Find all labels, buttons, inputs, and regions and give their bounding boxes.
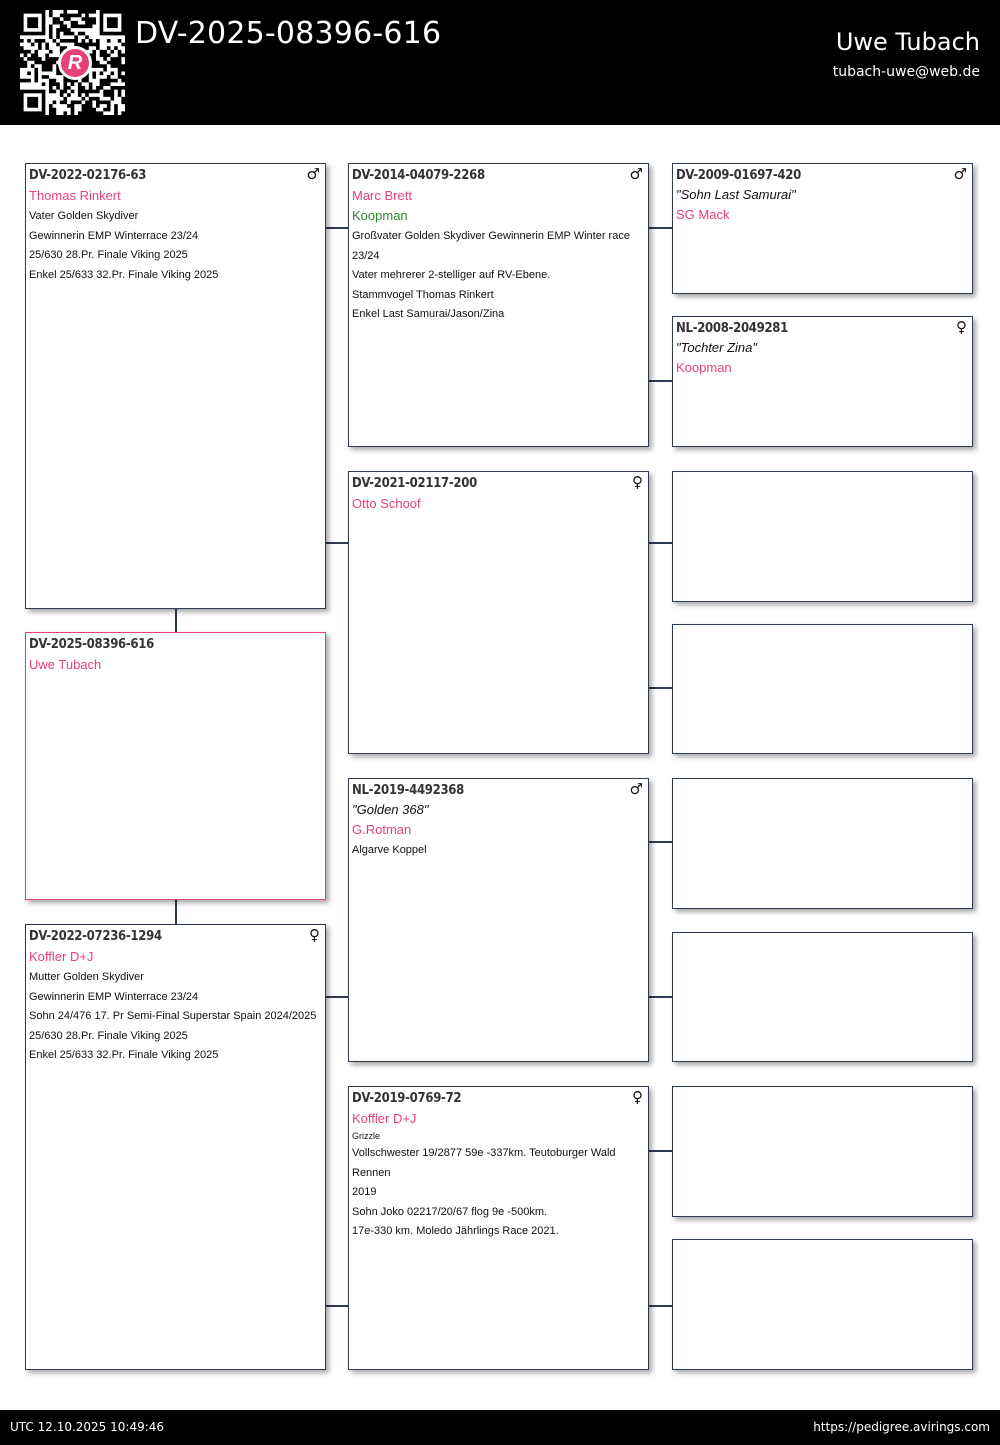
owner-name: G.Rotman (352, 822, 412, 837)
note-line: Gewinnerin EMP Winterrace 23/24 (29, 229, 199, 242)
owner-name: Uwe Tubach (29, 657, 102, 672)
pedigree-card-subject[interactable] (25, 632, 326, 900)
note-line: Enkel 25/633 32.Pr. Finale Viking 2025 (29, 1049, 219, 1061)
logo-letter: R (67, 52, 83, 74)
ring-number: NL-2019-4492368 (352, 783, 464, 798)
male-icon: ♂ (629, 780, 643, 798)
page-header (0, 0, 1000, 125)
notes (29, 968, 322, 1066)
qr-finder-pattern (20, 10, 45, 35)
connector-mother-mf (326, 996, 349, 998)
notes (29, 207, 322, 285)
note-line: 25/630 28.Pr. Finale Viking 2025 (29, 249, 188, 261)
ring-number: DV-2014-04079-2268 (352, 168, 485, 183)
ring-number: NL-2008-2049281 (676, 321, 788, 336)
connector-mf-mff (649, 841, 672, 843)
notes (352, 227, 645, 325)
connector-father-fm (326, 542, 349, 544)
male-icon: ♂ (953, 165, 967, 183)
note-line: Enkel Last Samurai/Jason/Zina (352, 308, 505, 320)
pedigree-card-mf[interactable] (348, 778, 649, 1062)
notes (352, 841, 645, 861)
note-line: Sohn Joko 02217/20/67 flog 9e -500km. (352, 1205, 548, 1218)
breeder-name: Koopman (352, 208, 408, 223)
plumage-color: Grizzle (352, 1131, 381, 1141)
pedigree-card-ff[interactable] (348, 163, 649, 447)
note-line: Gewinnerin EMP Winterrace 23/24 (29, 990, 199, 1003)
ring-number: DV-2022-07236-1294 (29, 929, 162, 944)
ring-number: DV-2025-08396-616 (29, 637, 154, 652)
female-icon: ♀ (632, 1088, 643, 1106)
note-line: Vollschwester 19/2877 59e -337km. Teutoburger Wald Rennen (352, 1147, 616, 1179)
qr-finder-pattern (20, 90, 45, 115)
qr-code (20, 10, 125, 115)
pedigree-card-mother[interactable] (25, 924, 326, 1370)
pedigree-card-fmm-empty[interactable] (672, 624, 973, 754)
header-owner-name: Uwe Tubach (835, 28, 980, 56)
pedigree-card-mm[interactable] (348, 1086, 649, 1370)
note-line: Stammvogel Thomas Rinkert (352, 288, 494, 301)
note-line: Vater mehrerer 2-stelliger auf RV-Ebene. (352, 269, 551, 281)
connector-mm-mmf (649, 1150, 672, 1152)
page-title-ring: DV-2025-08396-616 (135, 16, 442, 51)
pigeon-name: "Golden 368" (352, 802, 429, 817)
note-line: 17e-330 km. Moledo Jährlings Race 2021. (352, 1225, 559, 1237)
owner-name: Marc Brett (352, 188, 412, 203)
pedigree-card-mff-empty[interactable] (672, 778, 973, 909)
owner-name: Koffler D+J (352, 1111, 417, 1126)
pedigree-card-mfm-empty[interactable] (672, 932, 973, 1062)
female-icon: ♀ (309, 926, 320, 944)
ring-number: DV-2009-01697-420 (676, 168, 801, 183)
connector-father-subject (175, 609, 177, 632)
pedigree-card-fm[interactable] (348, 471, 649, 754)
male-icon: ♂ (306, 165, 320, 183)
connector-fm-fmf (649, 542, 672, 544)
footer-timestamp: UTC 12.10.2025 10:49:46 (10, 1420, 165, 1434)
qr-finder-pattern (100, 10, 125, 35)
connector-ff-fff (649, 227, 672, 229)
connector-subject-mother (175, 900, 177, 924)
connector-mf-mfm (649, 996, 672, 998)
pedigree-card-fff[interactable] (672, 163, 973, 294)
pigeon-name: "Tochter Zina" (676, 340, 758, 355)
male-icon: ♂ (629, 165, 643, 183)
pedigree-card-mmm-empty[interactable] (672, 1239, 973, 1370)
connector-mm-mmm (649, 1305, 672, 1307)
footer-url[interactable]: https://pedigree.avirings.com (813, 1420, 990, 1434)
page-footer (0, 1410, 1000, 1445)
female-icon: ♀ (632, 473, 643, 491)
pedigree-card-mmf-empty[interactable] (672, 1086, 973, 1217)
connector-father-ff (326, 227, 349, 229)
note-line: Großvater Golden Skydiver Gewinnerin EMP Winter race 23/24 (352, 230, 630, 262)
connector-mother-mm (326, 1305, 349, 1307)
ring-number: DV-2022-02176-63 (29, 168, 147, 183)
connector-fm-fmm (649, 687, 672, 689)
note-line: Sohn 24/476 17. Pr Semi-Final Superstar Spain 2024/2025 (29, 1010, 317, 1022)
header-owner-email[interactable]: tubach-uwe@web.de (832, 64, 980, 80)
owner-name: Koopman (676, 360, 732, 375)
connector-ff-ffm (649, 380, 672, 382)
notes (352, 1144, 645, 1242)
note-line: Algarve Koppel (352, 844, 427, 856)
female-icon: ♀ (956, 318, 967, 336)
avirings-logo-icon (58, 46, 92, 80)
pedigree-card-fmf-empty[interactable] (672, 471, 973, 602)
owner-name: Thomas Rinkert (29, 188, 121, 203)
note-line: Vater Golden Skydiver (29, 210, 139, 222)
note-line: Enkel 25/633 32.Pr. Finale Viking 2025 (29, 268, 219, 281)
pigeon-name: "Sohn Last Samurai" (676, 187, 796, 202)
ring-number: DV-2021-02117-200 (352, 476, 477, 491)
owner-name: SG Mack (676, 207, 730, 222)
note-line: 2019 (352, 1186, 377, 1198)
pedigree-card-ffm[interactable] (672, 316, 973, 447)
ring-number: DV-2019-0769-72 (352, 1091, 462, 1106)
owner-name: Otto Schoof (352, 496, 421, 511)
pedigree-card-father[interactable] (25, 163, 326, 609)
note-line: 25/630 28.Pr. Finale Viking 2025 (29, 1029, 188, 1042)
note-line: Mutter Golden Skydiver (29, 971, 144, 983)
owner-name: Koffler D+J (29, 949, 94, 964)
